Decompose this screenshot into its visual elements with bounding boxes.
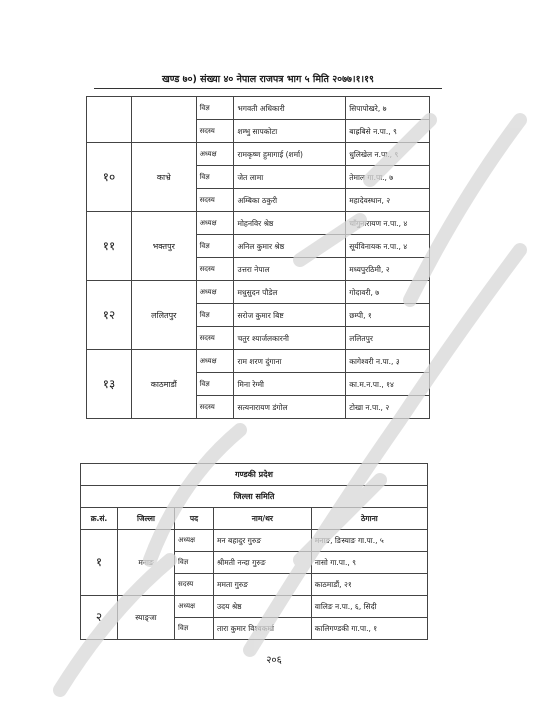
- role-cell: अध्यक्ष: [175, 530, 214, 552]
- district-cell: ललितपुर: [132, 281, 197, 350]
- name-cell: अनिल कुमार श्रेष्ठ: [234, 235, 346, 258]
- page-header: खण्ड ७०) संख्या ४० नेपाल राजपत्र भाग ५ मिति २०७७।१।१९: [94, 72, 442, 89]
- name-cell: जेत लामा: [234, 166, 346, 189]
- address-cell: बाह्रबिसे न.पा., ९: [346, 120, 430, 143]
- serial-number: १३: [87, 350, 132, 419]
- serial-number: १२: [87, 281, 132, 350]
- role-cell: सदस्य: [196, 120, 234, 143]
- table-row: [87, 212, 430, 235]
- page-number: २०६: [266, 655, 282, 666]
- address-cell: कालिगण्डकी गा.पा., १: [311, 618, 427, 640]
- gandaki-committee-table: [80, 463, 428, 640]
- name-cell: भगवती अधिकारी: [234, 97, 346, 120]
- column-header: ठेगाना: [311, 508, 427, 530]
- serial-number: [87, 97, 132, 143]
- table-subtitle: जिल्ला समिति: [81, 486, 428, 508]
- role-cell: विज्ञ: [175, 618, 214, 640]
- role-cell: विज्ञ: [196, 97, 234, 120]
- name-cell: मधुसुदन पौडेल: [234, 281, 346, 304]
- committee-table-1: [86, 96, 430, 419]
- name-cell: श्रीमती नन्दा गुरुङ: [214, 552, 312, 574]
- name-cell: मोहनविर श्रेष्ठ: [234, 212, 346, 235]
- table-header-row: [81, 508, 428, 530]
- table-row: [87, 281, 430, 304]
- name-cell: सरोज कुमार बिष्ट: [234, 304, 346, 327]
- name-cell: रामकृष्ण हुमागाई (शर्मा): [234, 143, 346, 166]
- name-cell: शम्भु सापकोटा: [234, 120, 346, 143]
- role-cell: विज्ञ: [175, 552, 214, 574]
- address-cell: सूर्यविनायक न.पा., ४: [346, 235, 430, 258]
- column-header: नाम/थर: [214, 508, 312, 530]
- column-header: क्र.सं.: [81, 508, 118, 530]
- address-cell: ललितपुर: [346, 327, 430, 350]
- role-cell: सदस्य: [175, 574, 214, 596]
- name-cell: राम शरण दुंगाना: [234, 350, 346, 373]
- role-cell: सदस्य: [196, 189, 234, 212]
- serial-number: १०: [87, 143, 132, 212]
- address-cell: चाँगुनारायण न.पा., ४: [346, 212, 430, 235]
- column-header: पद: [175, 508, 214, 530]
- name-cell: चतुर श्यार्जलकारनी: [234, 327, 346, 350]
- role-cell: अध्यक्ष: [196, 350, 234, 373]
- district-cell: काठमाडौं: [132, 350, 197, 419]
- address-cell: वालिङ न.पा., ६, सिदी: [311, 596, 427, 618]
- role-cell: अध्यक्ष: [196, 281, 234, 304]
- address-cell: मनाङ, ङिस्याङ गा.पा., ५: [311, 530, 427, 552]
- address-cell: महादेवस्थान, २: [346, 189, 430, 212]
- role-cell: विज्ञ: [196, 166, 234, 189]
- name-cell: उदय श्रेष्ठ: [214, 596, 312, 618]
- name-cell: सत्यनारायण डंगोल: [234, 396, 346, 419]
- district-cell: मनाङ: [118, 530, 175, 596]
- address-cell: मध्यपुरठिमी, २: [346, 258, 430, 281]
- table-title: गण्डकी प्रदेश: [81, 464, 428, 486]
- role-cell: विज्ञ: [196, 373, 234, 396]
- serial-number: ११: [87, 212, 132, 281]
- address-cell: नासो गा.पा., ९: [311, 552, 427, 574]
- serial-number: १: [81, 530, 118, 596]
- address-cell: सिपापोखरे, ७: [346, 97, 430, 120]
- name-cell: ममता गुरुङ: [214, 574, 312, 596]
- role-cell: सदस्य: [196, 327, 234, 350]
- role-cell: सदस्य: [196, 396, 234, 419]
- district-cell: काभ्रे: [132, 143, 197, 212]
- name-cell: मिना रेग्मी: [234, 373, 346, 396]
- address-cell: धुलिखेल न.पा., ९: [346, 143, 430, 166]
- role-cell: अध्यक्ष: [175, 596, 214, 618]
- district-cell: [132, 97, 197, 143]
- address-cell: कागेश्वरी न.पा., ३: [346, 350, 430, 373]
- address-cell: टोखा न.पा., २: [346, 396, 430, 419]
- address-cell: तेमाल गा.पा., ७: [346, 166, 430, 189]
- table-row: [87, 97, 430, 120]
- role-cell: अध्यक्ष: [196, 143, 234, 166]
- name-cell: उत्तरा नेपाल: [234, 258, 346, 281]
- district-cell: स्याङ्जा: [118, 596, 175, 640]
- serial-number: २: [81, 596, 118, 640]
- name-cell: तारा कुमार विश्वकर्मा: [214, 618, 312, 640]
- table-row: [87, 350, 430, 373]
- role-cell: अध्यक्ष: [196, 212, 234, 235]
- address-cell: काठमाडौं, २१: [311, 574, 427, 596]
- address-cell: गोदावरी, ७: [346, 281, 430, 304]
- address-cell: छम्पी, १: [346, 304, 430, 327]
- address-cell: का.म.न.पा., १४: [346, 373, 430, 396]
- district-cell: भक्तपुर: [132, 212, 197, 281]
- name-cell: मन बहादुर गुरुङ: [214, 530, 312, 552]
- role-cell: सदस्य: [196, 258, 234, 281]
- name-cell: अम्बिका ठकुरी: [234, 189, 346, 212]
- role-cell: विज्ञ: [196, 304, 234, 327]
- table-row: [81, 596, 428, 618]
- role-cell: विज्ञ: [196, 235, 234, 258]
- table-row: [87, 143, 430, 166]
- table-row: [81, 530, 428, 552]
- column-header: जिल्ला: [118, 508, 175, 530]
